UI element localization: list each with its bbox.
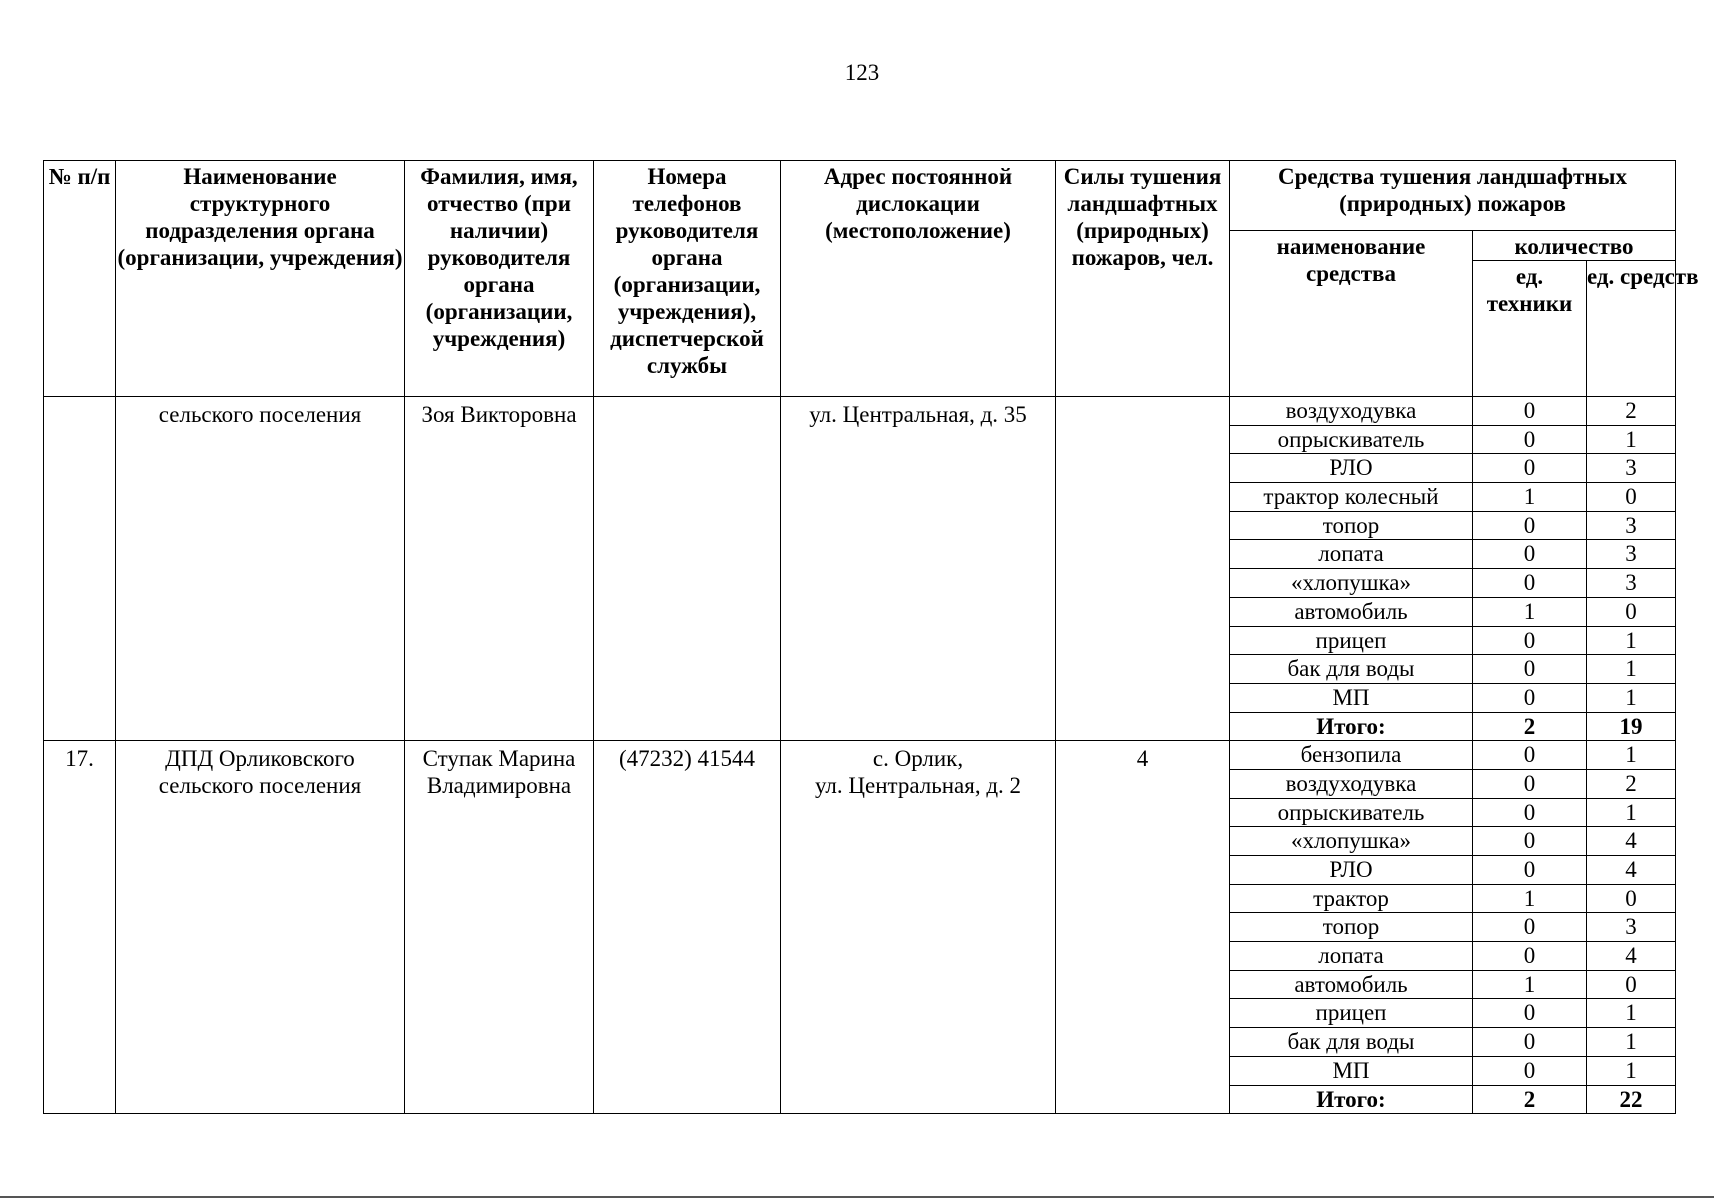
units-tech: 0 <box>1473 1028 1587 1057</box>
units-means: 3 <box>1587 569 1676 598</box>
header-quantity: количество <box>1473 231 1676 261</box>
org-unit: ДПД Орликовского сельского поселения <box>116 741 405 1114</box>
units-means: 0 <box>1587 483 1676 512</box>
org-phones <box>594 397 781 741</box>
address-line: с. Орлик, <box>872 746 964 772</box>
units-tech: 0 <box>1473 856 1587 885</box>
units-tech: 0 <box>1473 827 1587 856</box>
units-tech: 0 <box>1473 913 1587 942</box>
units-means: 1 <box>1587 425 1676 454</box>
units-tech: 0 <box>1473 942 1587 971</box>
means-name: РЛО <box>1230 454 1473 483</box>
address-line: ул. Центральная, д. 2 <box>814 773 1022 799</box>
units-means: 4 <box>1587 856 1676 885</box>
units-means: 4 <box>1587 827 1676 856</box>
address-line: ул. Центральная, д. 35 <box>809 402 1027 427</box>
total-tech: 2 <box>1473 712 1587 741</box>
header-head: Фамилия, имя, отчество (при наличии) руководителя органа (организации, учреждения) <box>405 161 594 397</box>
means-name: МП <box>1230 1056 1473 1085</box>
means-name: лопата <box>1230 540 1473 569</box>
means-name: автомобиль <box>1230 970 1473 999</box>
units-tech: 0 <box>1473 569 1587 598</box>
org-num <box>44 397 116 741</box>
total-label: Итого: <box>1230 712 1473 741</box>
units-means: 3 <box>1587 540 1676 569</box>
org-address <box>781 741 1056 1114</box>
means-name: РЛО <box>1230 856 1473 885</box>
units-means: 0 <box>1587 884 1676 913</box>
units-means: 0 <box>1587 597 1676 626</box>
units-tech: 0 <box>1473 741 1587 770</box>
means-name: прицеп <box>1230 626 1473 655</box>
page-number: 123 <box>844 60 880 85</box>
units-means: 3 <box>1587 511 1676 540</box>
units-tech: 1 <box>1473 884 1587 913</box>
means-name: автомобиль <box>1230 597 1473 626</box>
org-forces: 4 <box>1056 741 1230 1114</box>
total-label: Итого: <box>1230 1085 1473 1114</box>
means-name: «хлопушка» <box>1230 827 1473 856</box>
means-name: лопата <box>1230 942 1473 971</box>
org-phones: (47232) 41544 <box>594 741 781 1114</box>
means-name: трактор <box>1230 884 1473 913</box>
header-unit: Наименование структурного подразделения органа (организации, учреждения) <box>116 161 405 397</box>
header-means: Средства тушения ландшафтных (природных) пожаров <box>1230 161 1676 231</box>
units-means: 3 <box>1587 913 1676 942</box>
org-address <box>781 397 1056 741</box>
header-units-tech: ед. техники <box>1473 261 1587 397</box>
org-head: Ступак Марина Владимировна <box>405 741 594 1114</box>
org-forces <box>1056 397 1230 741</box>
units-means: 3 <box>1587 454 1676 483</box>
units-means: 1 <box>1587 1028 1676 1057</box>
means-name: прицеп <box>1230 999 1473 1028</box>
units-means: 1 <box>1587 741 1676 770</box>
units-tech: 1 <box>1473 483 1587 512</box>
units-tech: 0 <box>1473 511 1587 540</box>
table-row <box>44 397 1676 426</box>
units-means: 1 <box>1587 798 1676 827</box>
units-means: 1 <box>1587 999 1676 1028</box>
units-means: 1 <box>1587 683 1676 712</box>
units-tech: 1 <box>1473 970 1587 999</box>
means-name: топор <box>1230 511 1473 540</box>
means-name: бензопила <box>1230 741 1473 770</box>
units-means: 0 <box>1587 970 1676 999</box>
units-tech: 0 <box>1473 999 1587 1028</box>
means-name: опрыскиватель <box>1230 798 1473 827</box>
means-name: топор <box>1230 913 1473 942</box>
org-head: Зоя Викторовна <box>405 397 594 741</box>
units-tech: 1 <box>1473 597 1587 626</box>
means-name: МП <box>1230 683 1473 712</box>
header-phones: Номера телефонов руководителя органа (организации, учреждения), диспетчерской службы <box>594 161 781 397</box>
total-means: 19 <box>1587 712 1676 741</box>
units-means: 2 <box>1587 769 1676 798</box>
units-tech: 0 <box>1473 454 1587 483</box>
units-tech: 0 <box>1473 626 1587 655</box>
org-unit: сельского поселения <box>116 397 405 741</box>
units-tech: 0 <box>1473 540 1587 569</box>
total-means: 22 <box>1587 1085 1676 1114</box>
units-means: 1 <box>1587 626 1676 655</box>
units-tech: 0 <box>1473 1056 1587 1085</box>
header-means-name: наименование средства <box>1230 231 1473 397</box>
means-name: бак для воды <box>1230 1028 1473 1057</box>
means-table <box>43 160 1699 1114</box>
units-means: 1 <box>1587 655 1676 684</box>
units-means: 4 <box>1587 942 1676 971</box>
table-row <box>44 741 1676 770</box>
units-tech: 0 <box>1473 655 1587 684</box>
units-tech: 0 <box>1473 769 1587 798</box>
units-means: 2 <box>1587 397 1676 426</box>
units-tech: 0 <box>1473 397 1587 426</box>
total-tech: 2 <box>1473 1085 1587 1114</box>
header-units-means: ед. средств <box>1587 261 1676 397</box>
header-num: № п/п <box>44 161 116 397</box>
units-tech: 0 <box>1473 425 1587 454</box>
means-name: воздуходувка <box>1230 397 1473 426</box>
means-name: трактор колесный <box>1230 483 1473 512</box>
header-address: Адрес постоянной дислокации (местоположение) <box>781 161 1056 397</box>
means-name: «хлопушка» <box>1230 569 1473 598</box>
units-tech: 0 <box>1473 798 1587 827</box>
means-name: бак для воды <box>1230 655 1473 684</box>
units-tech: 0 <box>1473 683 1587 712</box>
scan-edge-line <box>0 1196 1714 1198</box>
org-num: 17. <box>44 741 116 1114</box>
units-means: 1 <box>1587 1056 1676 1085</box>
header-forces: Силы тушения ландшафтных (природных) пожаров, чел. <box>1056 161 1230 397</box>
means-name: воздуходувка <box>1230 769 1473 798</box>
means-name: опрыскиватель <box>1230 425 1473 454</box>
